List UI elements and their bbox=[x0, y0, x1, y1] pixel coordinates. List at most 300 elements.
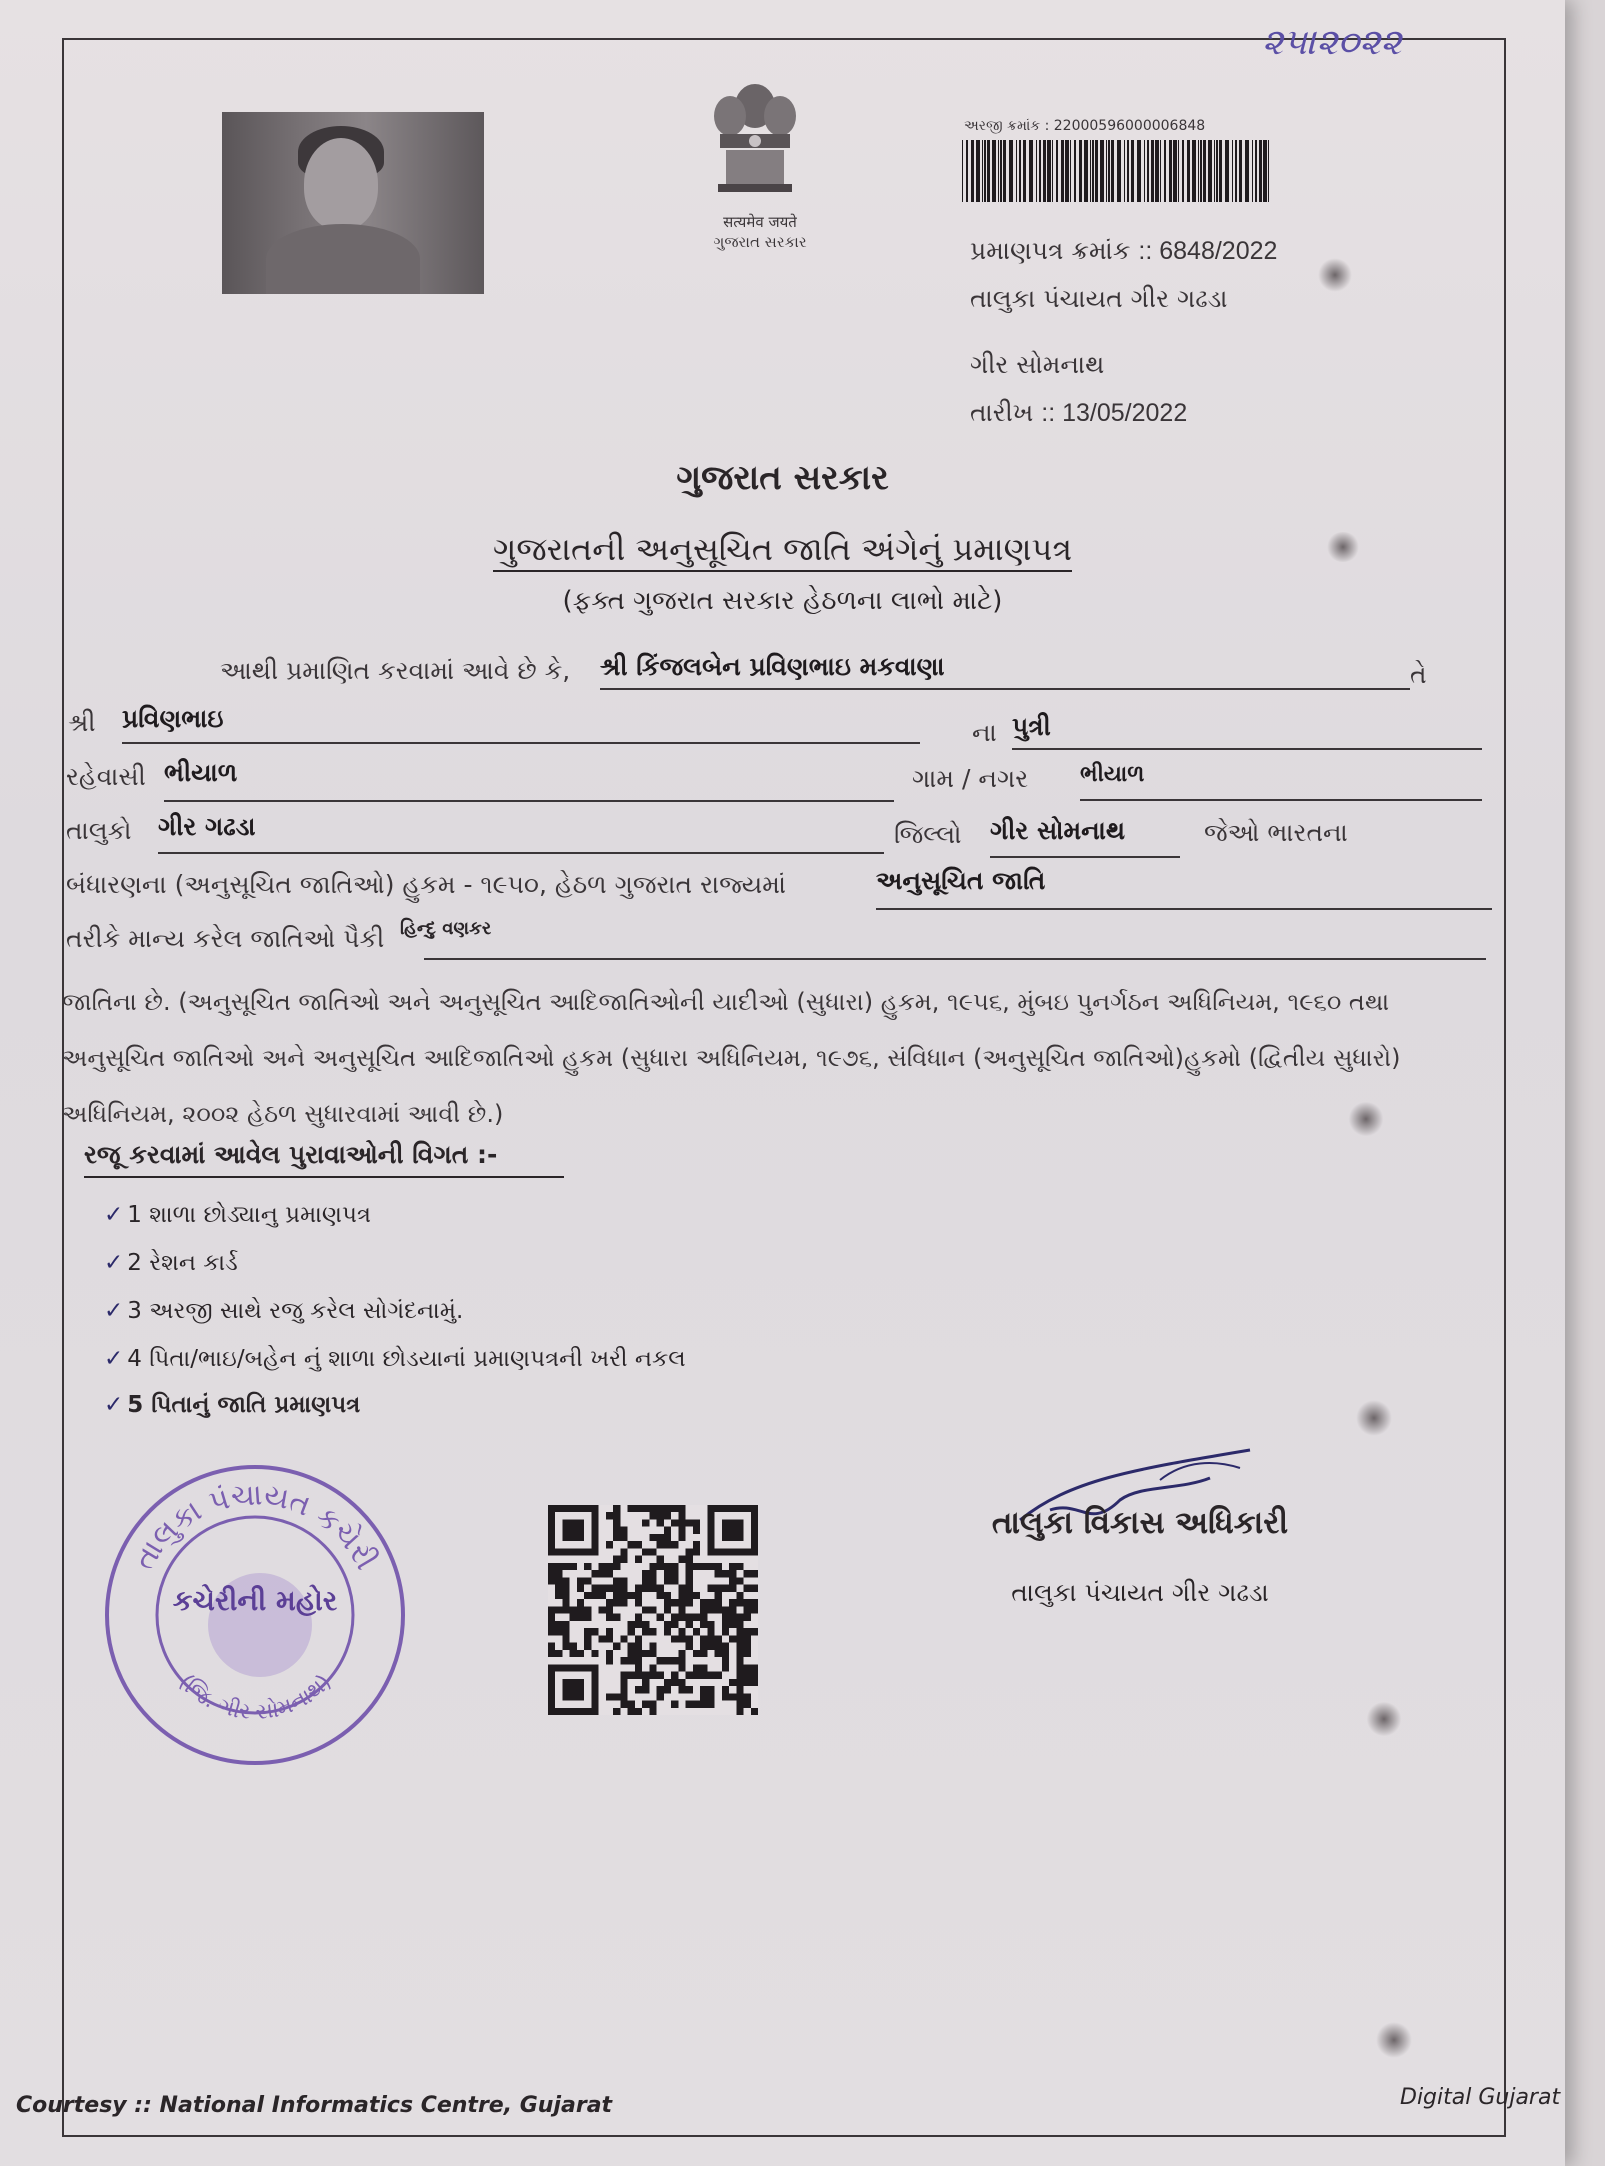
qr-module bbox=[678, 1679, 685, 1686]
qr-module bbox=[700, 1701, 707, 1708]
qr-module bbox=[671, 1657, 678, 1664]
qr-module bbox=[744, 1614, 751, 1621]
qr-module bbox=[722, 1664, 729, 1671]
qr-module bbox=[678, 1628, 685, 1635]
qr-module bbox=[686, 1563, 693, 1570]
barcode-bar bbox=[1079, 140, 1082, 202]
barcode-bar bbox=[1106, 140, 1107, 202]
qr-module bbox=[729, 1585, 736, 1592]
qr-module bbox=[700, 1693, 707, 1700]
qr-module bbox=[628, 1643, 635, 1650]
qr-module bbox=[570, 1643, 577, 1650]
evidence-heading: રજૂ કરવામાં આવેલ પુરાવાઓની વિગત :- bbox=[84, 1140, 564, 1178]
caste-underline bbox=[424, 958, 1486, 960]
qr-module bbox=[664, 1657, 671, 1664]
evidence-mark: 5 bbox=[127, 1392, 144, 1418]
qr-module bbox=[671, 1621, 678, 1628]
father-name: પ્રવિણભાઇ bbox=[122, 704, 920, 744]
qr-module bbox=[613, 1505, 620, 1512]
barcode-bar bbox=[1043, 140, 1046, 202]
evidence-text: પિતા/ભાઇ/બહેન નું શાળા છોડયાનાં પ્રમાણપત્રની ખરી નકલ bbox=[149, 1346, 686, 1372]
qr-module bbox=[722, 1657, 729, 1664]
qr-module bbox=[736, 1693, 743, 1700]
qr-module bbox=[584, 1592, 591, 1599]
issue-date-label: તારીખ bbox=[970, 398, 1034, 427]
qr-module bbox=[642, 1621, 649, 1628]
qr-module bbox=[686, 1635, 693, 1642]
qr-module bbox=[700, 1664, 707, 1671]
check-mark-icon: ✓ bbox=[104, 1298, 124, 1324]
qr-module bbox=[736, 1657, 743, 1664]
qr-module bbox=[736, 1621, 743, 1628]
qr-module bbox=[642, 1650, 649, 1657]
barcode-bar bbox=[966, 140, 968, 202]
evidence-mark: 4 bbox=[127, 1346, 142, 1372]
qr-module bbox=[599, 1635, 606, 1642]
qr-module bbox=[555, 1570, 562, 1577]
barcode-bar bbox=[1019, 140, 1021, 202]
resident-value: ભીયાળ bbox=[164, 758, 894, 802]
certificate-number-label: પ્રમાણપત્ર ક્રમાંક bbox=[970, 236, 1131, 265]
qr-module bbox=[642, 1686, 649, 1693]
qr-module bbox=[678, 1606, 685, 1613]
qr-module bbox=[729, 1606, 736, 1613]
qr-module bbox=[686, 1701, 693, 1708]
legal-paragraph bbox=[62, 974, 1482, 1142]
qr-module bbox=[562, 1643, 569, 1650]
paper-smudge bbox=[1376, 2022, 1412, 2058]
caste-value: હિન્દુ વણકર bbox=[400, 918, 492, 939]
qr-module bbox=[729, 1570, 736, 1577]
qr-module bbox=[620, 1701, 627, 1708]
qr-module bbox=[620, 1548, 627, 1555]
qr-module bbox=[657, 1614, 664, 1621]
qr-module bbox=[678, 1650, 685, 1657]
qr-module bbox=[700, 1621, 707, 1628]
qr-module bbox=[628, 1708, 635, 1715]
qr-module bbox=[649, 1643, 656, 1650]
qr-module bbox=[657, 1556, 664, 1563]
qr-module bbox=[628, 1505, 635, 1512]
qr-module bbox=[664, 1686, 671, 1693]
barcode-bar bbox=[1252, 140, 1253, 202]
barcode bbox=[962, 140, 1274, 202]
qr-module bbox=[606, 1635, 613, 1642]
qr-module bbox=[693, 1563, 700, 1570]
qr-module bbox=[635, 1505, 642, 1512]
qr-module bbox=[606, 1650, 613, 1657]
qr-module bbox=[700, 1672, 707, 1679]
qr-module bbox=[599, 1585, 606, 1592]
qr-module bbox=[744, 1635, 751, 1642]
qr-module bbox=[693, 1664, 700, 1671]
qr-module bbox=[584, 1606, 591, 1613]
qr-module bbox=[649, 1512, 656, 1519]
village-value: ભીયાળ bbox=[1080, 762, 1482, 801]
qr-module bbox=[620, 1585, 627, 1592]
barcode-bar bbox=[1100, 140, 1104, 202]
qr-module bbox=[736, 1577, 743, 1584]
qr-module bbox=[584, 1577, 591, 1584]
qr-module bbox=[628, 1541, 635, 1548]
qr-module bbox=[555, 1563, 562, 1570]
issuer-taluka: તાલુકા પંચાયત ગીર ગઢડા bbox=[970, 284, 1228, 313]
qr-module bbox=[707, 1635, 714, 1642]
qr-module bbox=[736, 1672, 743, 1679]
issue-date: :: 13/05/2022 bbox=[1041, 399, 1188, 427]
qr-module bbox=[635, 1592, 642, 1599]
qr-module bbox=[707, 1643, 714, 1650]
barcode-bar bbox=[1131, 140, 1134, 202]
qr-module bbox=[686, 1599, 693, 1606]
qr-module bbox=[751, 1606, 758, 1613]
qr-module bbox=[744, 1628, 751, 1635]
barcode-bar bbox=[984, 140, 986, 202]
barcode-bar bbox=[1070, 140, 1071, 202]
certificate-title: ગુજરાતની અનુસૂચિત જાતિ અંગેનું પ્રમાણપત્ર bbox=[493, 530, 1072, 572]
qr-module bbox=[722, 1519, 744, 1541]
qr-module bbox=[686, 1556, 693, 1563]
evidence-item bbox=[104, 1202, 371, 1228]
barcode-bar bbox=[1216, 140, 1218, 202]
qr-module bbox=[599, 1563, 606, 1570]
qr-module bbox=[562, 1592, 569, 1599]
qr-module bbox=[555, 1621, 562, 1628]
qr-module bbox=[715, 1672, 722, 1679]
paper-smudge bbox=[1326, 532, 1360, 562]
qr-module bbox=[548, 1643, 555, 1650]
qr-module bbox=[671, 1519, 678, 1526]
barcode-bar bbox=[982, 140, 983, 202]
qr-module bbox=[548, 1606, 555, 1613]
qr-module bbox=[722, 1606, 729, 1613]
qr-module bbox=[606, 1541, 613, 1548]
qr-module bbox=[744, 1570, 751, 1577]
qr-module bbox=[649, 1585, 656, 1592]
qr-module bbox=[736, 1614, 743, 1621]
barcode-bar bbox=[1182, 140, 1184, 202]
evidence-mark: 3 bbox=[127, 1298, 142, 1324]
barcode-bar bbox=[1039, 140, 1041, 202]
barcode-bar bbox=[1169, 140, 1172, 202]
qr-module bbox=[606, 1570, 613, 1577]
qr-module bbox=[678, 1599, 685, 1606]
barcode-bar bbox=[1092, 140, 1094, 202]
qr-module bbox=[635, 1614, 642, 1621]
relation: પુત્રી bbox=[1012, 712, 1482, 750]
qr-module bbox=[671, 1563, 678, 1570]
barcode-bar bbox=[976, 140, 980, 202]
barcode-bar bbox=[1219, 140, 1222, 202]
qr-module bbox=[671, 1614, 678, 1621]
barcode-bar bbox=[1084, 140, 1088, 202]
qr-module bbox=[657, 1693, 664, 1700]
qr-module bbox=[671, 1599, 678, 1606]
qr-module bbox=[649, 1650, 656, 1657]
qr-module bbox=[657, 1519, 664, 1526]
qr-module bbox=[700, 1599, 707, 1606]
barcode-bar bbox=[1095, 140, 1098, 202]
barcode-bar bbox=[998, 140, 999, 202]
qr-module bbox=[613, 1592, 620, 1599]
qr-module bbox=[606, 1599, 613, 1606]
issuer-district: ગીર સોમનાથ bbox=[970, 350, 1105, 379]
qr-module bbox=[620, 1635, 627, 1642]
qr-module bbox=[686, 1686, 693, 1693]
qr-module bbox=[657, 1585, 664, 1592]
footer-brand: Digital Gujarat bbox=[1400, 2085, 1561, 2110]
qr-module bbox=[635, 1621, 642, 1628]
qr-module bbox=[548, 1614, 555, 1621]
qr-module bbox=[729, 1563, 736, 1570]
qr-module bbox=[693, 1527, 700, 1534]
qr-module bbox=[577, 1599, 584, 1606]
qr-module bbox=[649, 1664, 656, 1671]
evidence-mark: 1 bbox=[127, 1202, 142, 1228]
qr-module bbox=[591, 1592, 598, 1599]
qr-module bbox=[671, 1505, 678, 1512]
qr-module bbox=[649, 1708, 656, 1715]
name-suffix: તે bbox=[1410, 660, 1427, 689]
qr-module bbox=[729, 1635, 736, 1642]
qr-module bbox=[686, 1577, 693, 1584]
qr-code bbox=[548, 1505, 758, 1715]
qr-module bbox=[715, 1650, 722, 1657]
qr-module bbox=[548, 1621, 555, 1628]
svg-text:તાલુકા પંચાયત કચેરી bbox=[127, 1477, 384, 1576]
qr-module bbox=[729, 1614, 736, 1621]
qr-module bbox=[736, 1635, 743, 1642]
qr-module bbox=[671, 1570, 678, 1577]
qr-module bbox=[548, 1628, 555, 1635]
qr-module bbox=[562, 1585, 569, 1592]
check-mark-icon: ✓ bbox=[104, 1202, 124, 1228]
qr-module bbox=[664, 1541, 671, 1548]
barcode-bar bbox=[1090, 140, 1091, 202]
qr-module bbox=[635, 1650, 642, 1657]
barcode-bar bbox=[1203, 140, 1206, 202]
qr-module bbox=[635, 1708, 642, 1715]
qr-module bbox=[707, 1701, 714, 1708]
qr-module bbox=[649, 1701, 656, 1708]
qr-module bbox=[570, 1563, 577, 1570]
qr-module bbox=[744, 1585, 751, 1592]
qr-module bbox=[707, 1606, 714, 1613]
qr-module bbox=[744, 1693, 751, 1700]
qr-module bbox=[657, 1534, 664, 1541]
qr-module bbox=[620, 1592, 627, 1599]
qr-module bbox=[649, 1606, 656, 1613]
qr-module bbox=[686, 1548, 693, 1555]
qr-module bbox=[635, 1541, 642, 1548]
qr-module bbox=[613, 1614, 620, 1621]
footer-courtesy: Courtesy :: National Informatics Centre, Gujarat bbox=[16, 2093, 613, 2118]
barcode-bar bbox=[1255, 140, 1257, 202]
qr-module bbox=[715, 1643, 722, 1650]
barcode-bar bbox=[1009, 140, 1013, 202]
barcode-bar bbox=[1124, 140, 1125, 202]
qr-module bbox=[700, 1650, 707, 1657]
qr-module bbox=[700, 1635, 707, 1642]
qr-module bbox=[577, 1614, 584, 1621]
qr-module bbox=[599, 1592, 606, 1599]
qr-module bbox=[671, 1701, 678, 1708]
qr-module bbox=[606, 1628, 613, 1635]
qr-module bbox=[577, 1606, 584, 1613]
qr-module bbox=[620, 1527, 627, 1534]
qr-module bbox=[693, 1548, 700, 1555]
qr-module bbox=[686, 1643, 693, 1650]
qr-module bbox=[700, 1606, 707, 1613]
paragraph-line: અનુસૂચિત જાતિઓ અને અનુસૂચિત આદિજાતિઓ હુકમ (સુધારા અધિનિયમ, ૧૯૭૬, સંવિધાન (અનુસૂચિત જાતિઓ)હુકમો (દ્વિતીય સુધારો) bbox=[62, 1044, 1401, 1072]
qr-module bbox=[722, 1570, 729, 1577]
qr-module bbox=[657, 1512, 664, 1519]
qr-module bbox=[613, 1708, 620, 1715]
qr-module bbox=[555, 1577, 562, 1584]
qr-module bbox=[613, 1585, 620, 1592]
barcode-bar bbox=[1235, 140, 1237, 202]
qr-module bbox=[686, 1672, 693, 1679]
qr-module bbox=[678, 1519, 685, 1526]
qr-module bbox=[620, 1686, 627, 1693]
barcode-bar bbox=[1056, 140, 1058, 202]
qr-module bbox=[678, 1585, 685, 1592]
barcode-bar bbox=[1208, 140, 1212, 202]
qr-module bbox=[744, 1672, 751, 1679]
barcode-bar bbox=[1160, 140, 1161, 202]
qr-module bbox=[693, 1650, 700, 1657]
qr-module bbox=[751, 1585, 758, 1592]
paper-smudge bbox=[1318, 258, 1352, 292]
qr-module bbox=[635, 1556, 642, 1563]
qr-module bbox=[657, 1541, 664, 1548]
qr-module bbox=[606, 1512, 613, 1519]
check-mark-icon: ✓ bbox=[104, 1250, 124, 1276]
qr-module bbox=[664, 1563, 671, 1570]
qr-module bbox=[664, 1599, 671, 1606]
barcode-bar bbox=[1061, 140, 1064, 202]
qr-module bbox=[628, 1592, 635, 1599]
qr-module bbox=[678, 1686, 685, 1693]
qr-module bbox=[671, 1672, 678, 1679]
qr-module bbox=[707, 1672, 714, 1679]
qr-module bbox=[649, 1505, 656, 1512]
qr-module bbox=[722, 1686, 729, 1693]
qr-module bbox=[649, 1570, 656, 1577]
qr-module bbox=[555, 1606, 562, 1613]
photo-face bbox=[304, 138, 378, 230]
qr-module bbox=[678, 1657, 685, 1664]
qr-module bbox=[606, 1606, 613, 1613]
qr-module bbox=[686, 1570, 693, 1577]
qr-module bbox=[570, 1614, 577, 1621]
qr-module bbox=[577, 1577, 584, 1584]
applicant-photo bbox=[222, 112, 484, 294]
qr-module bbox=[570, 1650, 577, 1657]
govt-title: ગુજરાત સરકાર bbox=[676, 458, 889, 498]
qr-module bbox=[613, 1527, 620, 1534]
officer-office: તાલુકા પંચાયત ગીર ગઢડા bbox=[1011, 1578, 1269, 1607]
qr-module bbox=[584, 1635, 591, 1642]
barcode-bar bbox=[1047, 140, 1051, 202]
qr-module bbox=[657, 1657, 664, 1664]
qr-module bbox=[671, 1541, 678, 1548]
barcode-bar bbox=[1232, 140, 1233, 202]
qr-module bbox=[736, 1563, 743, 1570]
qr-module bbox=[678, 1635, 685, 1642]
resident-label: રહેવાસી bbox=[66, 762, 146, 791]
qr-module bbox=[606, 1693, 613, 1700]
paper-smudge bbox=[1366, 1702, 1402, 1736]
qr-module bbox=[635, 1599, 642, 1606]
qr-module bbox=[715, 1563, 722, 1570]
qr-module bbox=[736, 1599, 743, 1606]
qr-module bbox=[620, 1679, 627, 1686]
qr-module bbox=[642, 1672, 649, 1679]
qr-module bbox=[722, 1650, 729, 1657]
qr-module bbox=[555, 1650, 562, 1657]
qr-module bbox=[664, 1505, 671, 1512]
qr-module bbox=[649, 1628, 656, 1635]
qr-module bbox=[613, 1556, 620, 1563]
barcode-bar bbox=[1239, 140, 1242, 202]
qr-module bbox=[678, 1556, 685, 1563]
qr-module bbox=[664, 1592, 671, 1599]
qr-module bbox=[657, 1686, 664, 1693]
barcode-bar bbox=[1192, 140, 1196, 202]
qr-module bbox=[678, 1512, 685, 1519]
qr-module bbox=[635, 1664, 642, 1671]
qr-module bbox=[744, 1701, 751, 1708]
barcode-bar bbox=[1263, 140, 1267, 202]
qr-module bbox=[642, 1679, 649, 1686]
qr-module bbox=[729, 1577, 736, 1584]
barcode-bar bbox=[1200, 140, 1202, 202]
qr-module bbox=[562, 1628, 569, 1635]
qr-module bbox=[686, 1614, 693, 1621]
qr-module bbox=[613, 1693, 620, 1700]
qr-module bbox=[642, 1519, 649, 1526]
qr-module bbox=[671, 1577, 678, 1584]
qr-module bbox=[700, 1563, 707, 1570]
qr-module bbox=[707, 1686, 714, 1693]
qr-module bbox=[693, 1672, 700, 1679]
qr-module bbox=[729, 1599, 736, 1606]
paragraph-line: જાતિના છે. (અનુસૂચિત જાતિઓ અને અનુસૂચિત આદિજાતિઓની યાદીઓ (સુધારા) હુકમ, ૧૯૫૬, મુંબઇ પુનર્ગઠન અધિનિયમ, ૧૯૬૦ તથા bbox=[62, 988, 1390, 1016]
qr-module bbox=[606, 1585, 613, 1592]
evidence-text: પિતાનું જાતિ પ્રમાણપત્ર bbox=[151, 1392, 361, 1418]
qr-module bbox=[599, 1606, 606, 1613]
qr-module bbox=[657, 1592, 664, 1599]
qr-module bbox=[642, 1585, 649, 1592]
qr-module bbox=[664, 1534, 671, 1541]
qr-module bbox=[664, 1527, 671, 1534]
qr-module bbox=[693, 1701, 700, 1708]
qr-module bbox=[635, 1635, 642, 1642]
qr-module bbox=[628, 1657, 635, 1664]
qr-module bbox=[686, 1621, 693, 1628]
qr-module bbox=[620, 1672, 627, 1679]
qr-module bbox=[584, 1643, 591, 1650]
evidence-item bbox=[104, 1392, 360, 1418]
evidence-mark: 2 bbox=[127, 1250, 142, 1276]
barcode-bar bbox=[992, 140, 996, 202]
qr-module bbox=[664, 1628, 671, 1635]
qr-module bbox=[599, 1570, 606, 1577]
qr-module bbox=[649, 1534, 656, 1541]
qr-module bbox=[693, 1628, 700, 1635]
qr-module bbox=[591, 1650, 598, 1657]
